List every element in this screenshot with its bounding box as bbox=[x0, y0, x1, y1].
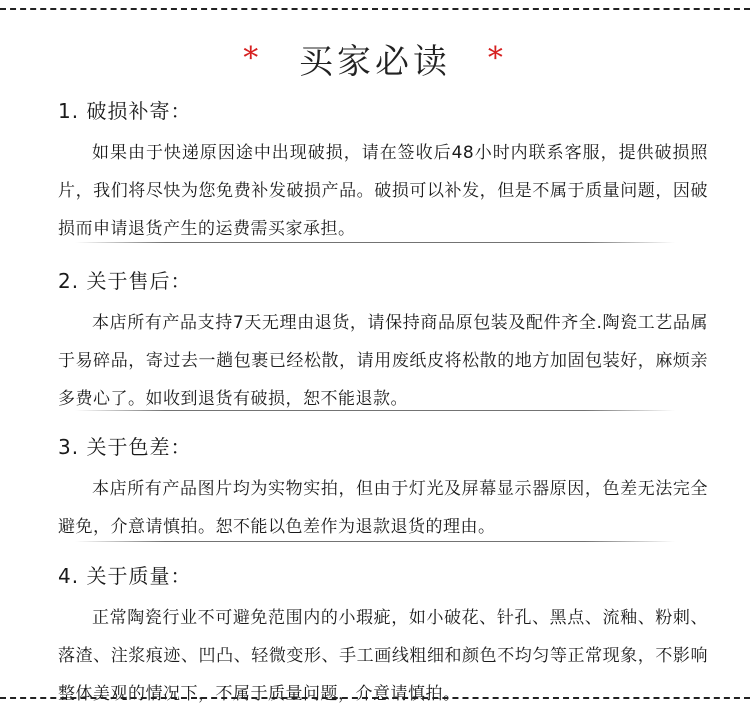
section-quality bbox=[58, 563, 708, 713]
section-divider bbox=[75, 541, 675, 542]
section-heading: 4. 关于质量： bbox=[58, 564, 192, 588]
section-color-difference bbox=[58, 434, 708, 546]
section-body: 如果由于快递原因途中出现破损，请在签收后48小时内联系客服，提供破损照片，我们将尽快为您免费补发破损产品。破损可以补发，但是不属于质量问题，因破损而申请退货产生的运费需买家承担。 bbox=[58, 143, 708, 239]
section-divider bbox=[75, 242, 675, 243]
left-star-icon: * bbox=[243, 41, 263, 76]
section-heading: 2. 关于售后： bbox=[58, 269, 192, 293]
section-divider bbox=[75, 410, 675, 411]
section-body: 正常陶瓷行业不可避免范围内的小瑕疵，如小破花、针孔、黑点、流釉、粉刺、落渣、注浆痕迹、凹凸、轻微变形、手工画线粗细和颜色不均匀等正常现象，不影响整体美观的情况下，不属于质量问题，介意请慎拍。 bbox=[58, 608, 708, 704]
section-heading: 1. 破损补寄： bbox=[58, 99, 192, 123]
bottom-dashed-border bbox=[0, 697, 750, 699]
right-star-icon: * bbox=[487, 41, 507, 76]
section-damage-reship bbox=[58, 98, 708, 248]
section-heading: 3. 关于色差： bbox=[58, 435, 192, 459]
top-dashed-border bbox=[0, 8, 750, 10]
page-title-text: 买家必读 bbox=[299, 42, 451, 82]
section-body: 本店所有产品图片均为实物实拍，但由于灯光及屏幕显示器原因，色差无法完全避免，介意请慎拍。恕不能以色差作为退款退货的理由。 bbox=[58, 479, 708, 537]
section-after-sales bbox=[58, 268, 708, 418]
section-body: 本店所有产品支持7天无理由退货，请保持商品原包装及配件齐全.陶瓷工艺品属于易碎品，寄过去一趟包裹已经松散，请用废纸皮将松散的地方加固包装好，麻烦亲多费心了。如收到退货有破损，恕不能退款。 bbox=[58, 313, 708, 409]
page-title bbox=[0, 34, 750, 83]
